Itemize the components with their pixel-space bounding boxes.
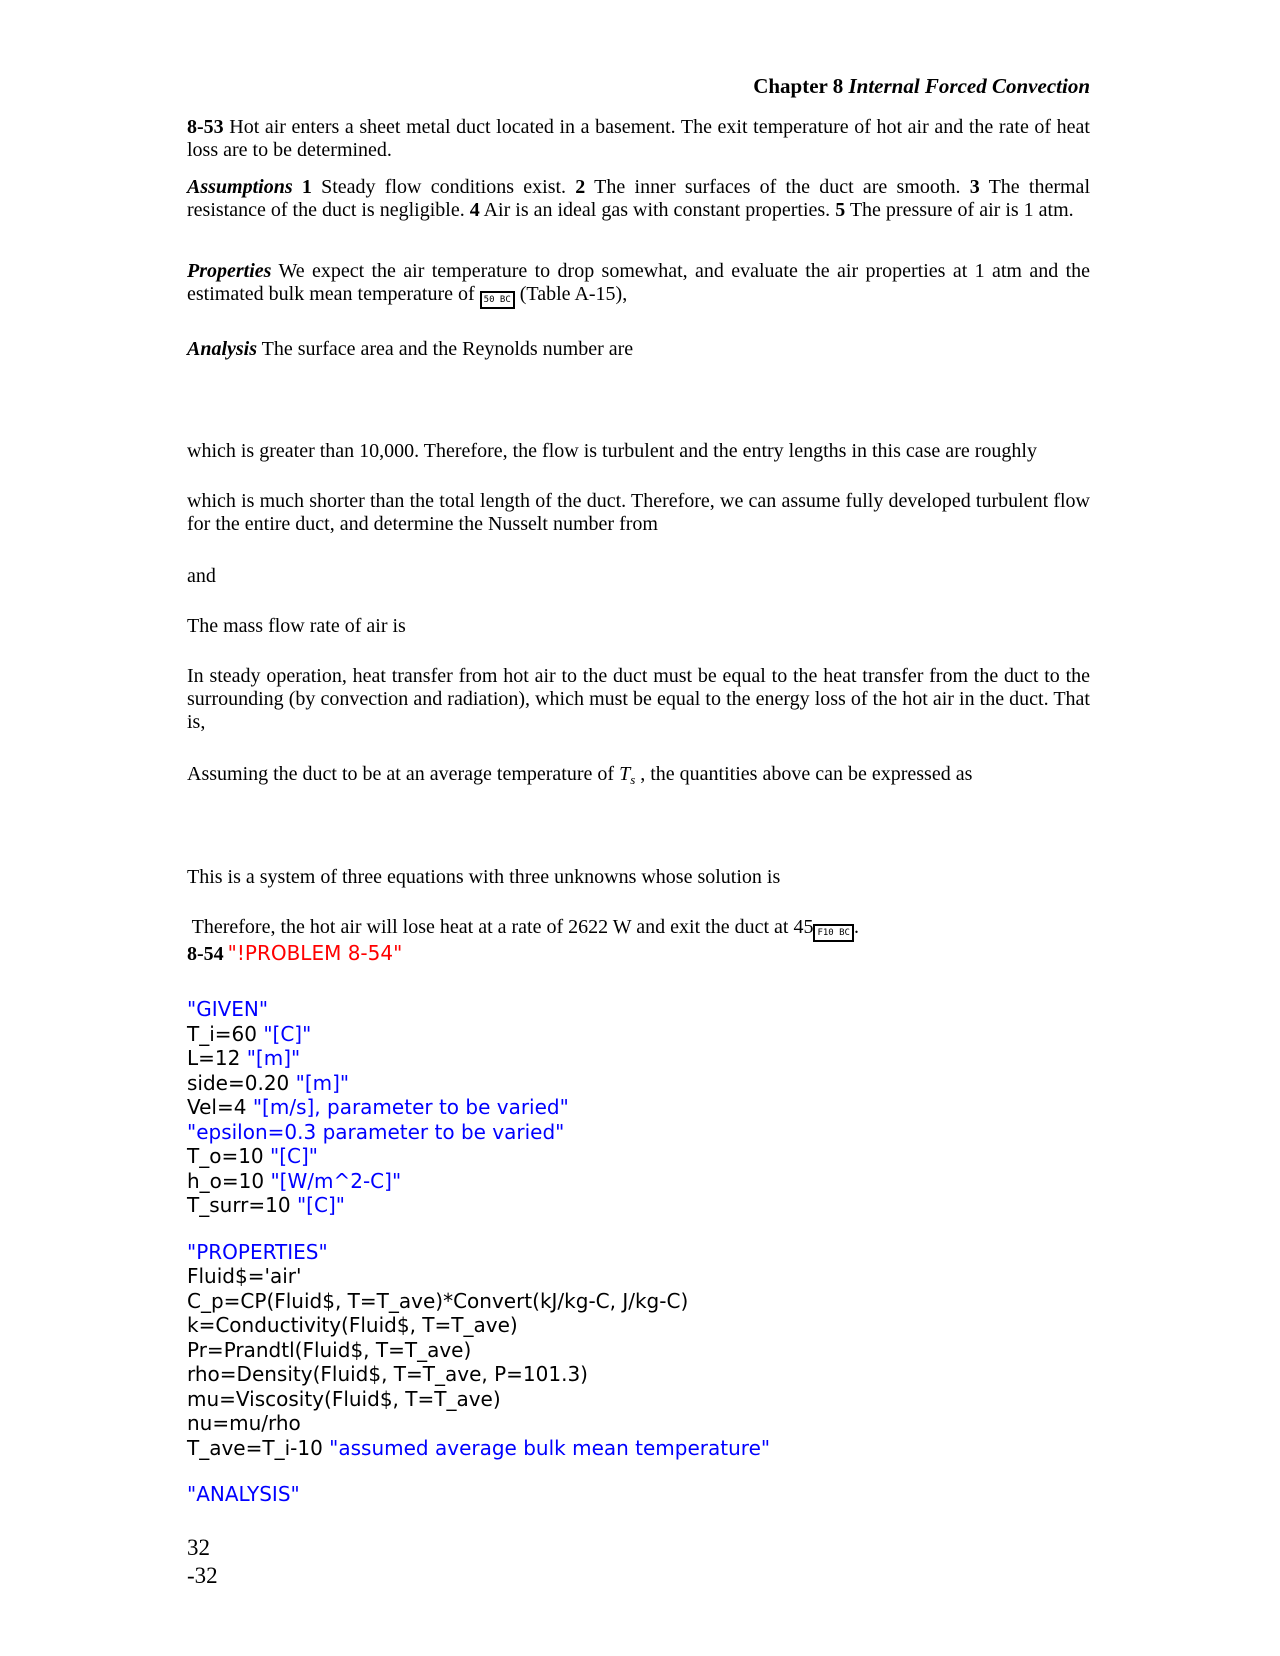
ees-code-block (187, 997, 1090, 1507)
conclusion-text: Therefore, the hot air will lose heat at a rate of 2622 W and exit the duct at 45 (187, 916, 814, 938)
properties-label: Properties (187, 260, 272, 282)
page-number-line: 32 (187, 1535, 210, 1560)
code-line: Vel=4 "[m/s], parameter to be varied" (187, 1095, 569, 1119)
steady-operation-paragraph: In steady operation, heat transfer from hot air to the duct must be equal to the heat transfer from the duct to the surrounding (by convection and radiation), which must be equal to the energy loss of the hot air in the duct. That is, (187, 665, 1090, 733)
analysis-label: Analysis (187, 338, 258, 360)
assumption-text: Steady flow conditions exist. (311, 176, 576, 198)
chapter-title: Internal Forced Convection (848, 74, 1090, 98)
code-comment: "epsilon=0.3 parameter to be varied" (187, 1119, 565, 1144)
assumptions-label: Assumptions (187, 176, 293, 198)
code-line: rho=Density(Fluid$, T=T_ave, P=101.3) (187, 1362, 588, 1386)
code-line: h_o=10 "[W/m^2-C]" (187, 1168, 402, 1193)
code-line: C_p=CP(Fluid$, T=T_ave)*Convert(kJ/kg-C, J/kg-C) (187, 1288, 689, 1313)
conclusion-paragraph (187, 916, 1090, 942)
duct-temperature-paragraph (187, 763, 1090, 791)
system-paragraph: This is a system of three equations with three unknowns whose solution is (187, 866, 781, 888)
assumption-text: The thermal resistance of the duct is negligible. (187, 176, 1090, 221)
assumption-text: Air is an ideal gas with constant properties. (479, 199, 836, 221)
analysis-text: The surface area and the Reynolds number are (257, 338, 634, 360)
chapter-header (753, 74, 1090, 99)
problem-statement: Hot air enters a sheet metal duct located in a basement. The exit temperature of hot air and the rate of heat loss are to be determined. (187, 116, 1090, 161)
problem-number: 8-54 (187, 943, 224, 965)
turbulent-paragraph: which is greater than 10,000. Therefore, the flow is turbulent and the entry lengths in this case are roughly (187, 440, 1037, 462)
problem-number: 8-53 (187, 116, 224, 138)
problem-8-54-heading (187, 941, 1090, 966)
code-line: T_ave=T_i-10 "assumed average bulk mean temperature" (187, 1435, 771, 1460)
temperature-subscript: s (630, 772, 636, 787)
code-line: Fluid$='air' (187, 1264, 302, 1288)
assume-text: Assuming the duct to be at an average temperature of (187, 763, 620, 785)
problem-title-comment: "!PROBLEM 8-54" (227, 941, 403, 965)
code-comment: "ANALYSIS" (187, 1482, 300, 1506)
code-line: T_surr=10 "[C]" (187, 1193, 345, 1217)
missing-symbol-box: 50 BC (480, 291, 515, 309)
assumption-text: The pressure of air is 1 atm. (845, 199, 1074, 221)
conclusion-end: . (853, 916, 859, 938)
properties-text: We expect the air temperature to drop somewhat, and evaluate the air properties at 1 atm and the estimated bulk mean temperature of (187, 260, 1090, 305)
page-number (187, 1534, 218, 1590)
and-paragraph: and (187, 565, 216, 587)
assume-text-end: , the quantities above can be expressed as (635, 763, 973, 785)
properties-paragraph (187, 260, 1090, 309)
page-number-line: -32 (187, 1563, 218, 1588)
temperature-symbol: T (619, 763, 631, 785)
code-line: T_o=10 "[C]" (187, 1144, 318, 1168)
code-line: k=Conductivity(Fluid$, T=T_ave) (187, 1313, 518, 1337)
assumption-text: The inner surfaces of the duct are smooth. (585, 176, 970, 198)
analysis-paragraph (187, 338, 1090, 361)
fully-developed-paragraph: which is much shorter than the total length of the duct. Therefore, we can assume fully developed turbulent flow for the entire duct, and determine the Nusselt number from (187, 490, 1090, 535)
code-comment: "GIVEN" (187, 997, 269, 1021)
assumption-number: 5 (835, 199, 846, 221)
properties-text-end: (Table A-15), (514, 283, 628, 305)
mass-flow-paragraph: The mass flow rate of air is (187, 615, 406, 637)
code-line: nu=mu/rho (187, 1411, 301, 1435)
assumptions-paragraph (187, 176, 1090, 222)
missing-symbol-box: F10 BC (813, 924, 854, 942)
code-line: mu=Viscosity(Fluid$, T=T_ave) (187, 1386, 501, 1411)
assumption-number: 4 (469, 199, 480, 221)
code-line: L=12 "[m]" (187, 1046, 301, 1070)
code-line: T_i=60 "[C]" (187, 1021, 312, 1046)
assumption-number: 1 (292, 176, 312, 198)
assumption-number: 3 (969, 176, 980, 198)
code-comment: "PROPERTIES" (187, 1239, 328, 1264)
code-line: Pr=Prandtl(Fluid$, T=T_ave) (187, 1337, 472, 1362)
chapter-number: Chapter 8 (753, 74, 844, 98)
assumption-number: 2 (575, 176, 586, 198)
code-line: side=0.20 "[m]" (187, 1070, 350, 1095)
problem-8-53-intro (187, 116, 1090, 162)
